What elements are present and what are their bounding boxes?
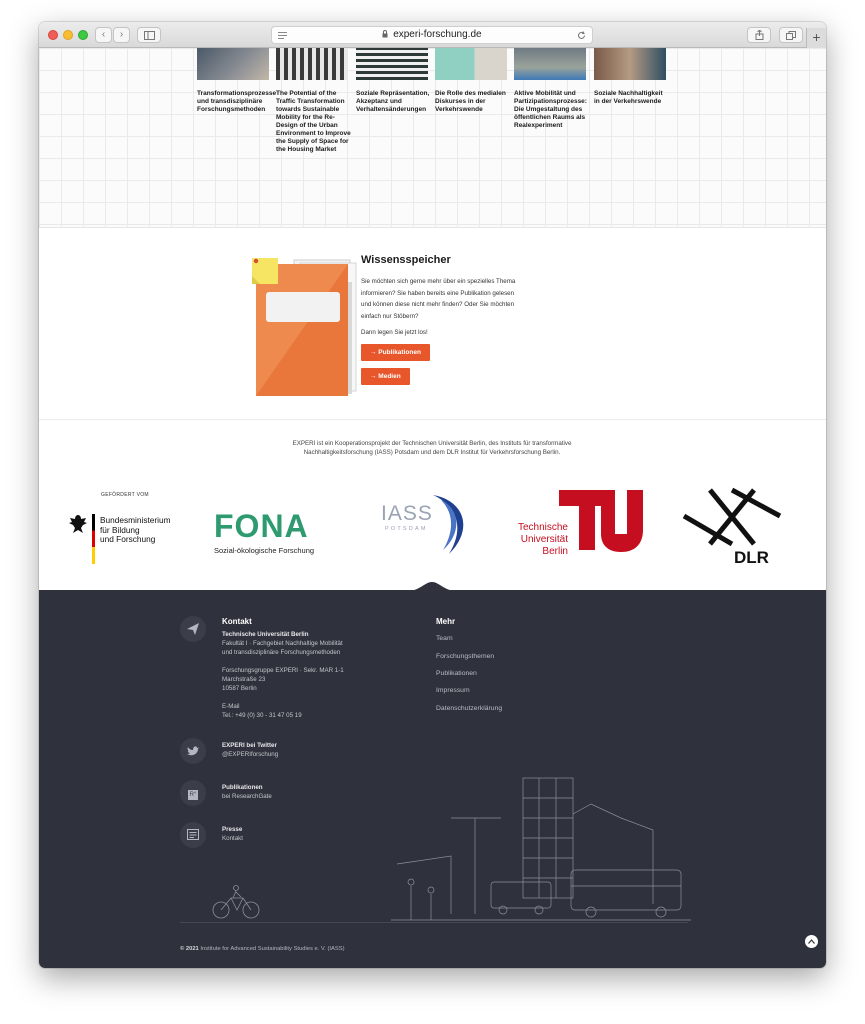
fona-wordmark: FONA [214, 508, 309, 544]
publications-title: Publikationen [222, 784, 263, 791]
contact-org: Technische Universität Berlin [222, 631, 309, 638]
iass-subtitle: POTSDAM [385, 526, 428, 532]
wissensspeicher-section [39, 228, 826, 420]
twitter-handle: @EXPERIforschung [222, 751, 279, 758]
footer-link-team[interactable]: Team [436, 635, 453, 642]
topics-section [39, 48, 826, 228]
minimize-window-button[interactable] [63, 30, 73, 40]
topic-card[interactable] [514, 48, 590, 130]
twitter-title: EXPERI bei Twitter [222, 742, 277, 749]
twitter-icon[interactable] [180, 738, 206, 764]
tabs-overview-button[interactable] [779, 27, 803, 43]
tu-berlin-vertical: berlin [617, 489, 627, 514]
topic-title: Die Rolle des medialen Diskurses in der Verkehrswende [435, 90, 506, 113]
close-window-button[interactable] [48, 30, 58, 40]
folder-illustration [252, 258, 357, 398]
phone-number: Tel.: +49 (0) 30 - 31 47 05 19 [222, 712, 302, 719]
more-heading: Mehr [436, 617, 456, 626]
zoom-window-button[interactable] [78, 30, 88, 40]
contact-line-1: Fakultät I · Fachgebiet Nachhaltige Mobilität [222, 640, 343, 647]
bmbf-logo[interactable] [67, 492, 177, 572]
chevron-left-icon: ‹ [101, 29, 106, 40]
plus-icon: + [812, 29, 821, 45]
press-icon[interactable] [180, 822, 206, 848]
press-title: Presse [222, 826, 243, 833]
chevron-right-icon: › [119, 29, 124, 40]
reload-icon[interactable] [577, 31, 586, 40]
fona-subtitle: Sozial-ökologische Forschung [214, 546, 315, 555]
lock-icon [382, 30, 388, 38]
dlr-logo[interactable] [682, 486, 782, 570]
publications-button[interactable]: → Publikationen [361, 344, 430, 361]
publications-sub: bei ResearchGate [222, 793, 272, 800]
cyclist-illustration [211, 884, 261, 920]
topic-card[interactable] [276, 48, 352, 154]
contact-line-2: und transdisziplinäre Forschungsmethoden [222, 649, 341, 656]
twitter-bird-icon [187, 746, 199, 756]
footer-divider [180, 922, 688, 923]
dlr-emblem-icon [682, 486, 782, 548]
paper-plane-icon [187, 623, 199, 635]
forward-button[interactable] [113, 27, 130, 43]
sidebar-icon [144, 31, 155, 40]
topic-thumbnail [276, 48, 348, 80]
iass-swoosh-icon [425, 494, 475, 560]
topic-card[interactable] [197, 48, 277, 114]
topic-title: The Potential of the Traffic Transformation towards Sustainable Mobility for the Re-Design of the Urban Environment to Improve the Supply of Space for the Housing Market [276, 90, 351, 153]
bmbf-line-1: Bundesministerium [100, 515, 171, 525]
bmbf-line-3: und Forschung [100, 534, 156, 544]
topic-card[interactable] [435, 48, 511, 114]
researchgate-glyph: R° [189, 792, 197, 798]
topic-card[interactable] [356, 48, 432, 114]
researchgate-block[interactable] [222, 783, 272, 801]
tabs-icon [786, 31, 796, 40]
new-tab-button[interactable] [806, 28, 826, 48]
tu-line-1: Technische [517, 522, 568, 533]
back-button[interactable] [95, 27, 112, 43]
share-button[interactable] [747, 27, 771, 43]
copyright-year: © 2021 [180, 946, 199, 952]
tu-line-2: Universität [520, 534, 568, 545]
eagle-icon [67, 514, 89, 534]
tu-emblem-icon [557, 488, 645, 554]
partners-section [39, 420, 826, 590]
copyright-text: Institute for Advanced Sustainability Studies e. V. (IASS) [198, 946, 345, 952]
page-viewport [39, 48, 826, 968]
address-block [222, 666, 344, 693]
topic-thumbnail [514, 48, 586, 80]
bmbf-line-2: für Bildung [100, 524, 140, 535]
copyright [180, 946, 345, 952]
topic-thumbnail [435, 48, 507, 80]
footer-link-impressum[interactable]: Impressum [436, 687, 470, 694]
topic-card[interactable] [594, 48, 670, 106]
contact-icon [180, 616, 206, 642]
share-icon [755, 30, 764, 40]
browser-window [39, 22, 826, 968]
wissensspeicher-text: Sie möchten sich gerne mehr über ein spezielles Thema informieren? Sie haben bereits eine Publikation gelesen und können diese nicht mehr finden? Oder Sie möchten einfach nur Stöbern? [361, 278, 516, 320]
contact-block [222, 630, 343, 657]
chevron-up-icon [808, 939, 815, 944]
press-sub: Kontakt [222, 835, 243, 842]
topic-thumbnail [594, 48, 666, 80]
footer [39, 590, 826, 968]
media-button[interactable]: → Medien [361, 368, 410, 385]
funded-by-label: GEFÖRDERT VOM [101, 492, 149, 498]
topic-title: Transformationsprozesse und transdisziplinäre Forschungsmethoden [197, 90, 277, 113]
footer-link-publikationen[interactable]: Publikationen [436, 670, 477, 677]
city-sketch-illustration [391, 774, 691, 934]
tu-berlin-logo[interactable] [513, 488, 648, 570]
back-to-top-button[interactable] [805, 935, 818, 948]
twitter-block[interactable] [222, 741, 278, 759]
iass-logo[interactable] [381, 494, 477, 560]
address-bar[interactable] [271, 26, 593, 44]
contact-heading: Kontakt [222, 617, 252, 626]
topic-title: Soziale Nachhaltigkeit in der Verkehrswende [594, 90, 663, 105]
bmbf-name [100, 516, 171, 545]
sidebar-toggle-button[interactable] [137, 27, 161, 43]
email-link[interactable]: E-Mail [222, 703, 240, 710]
contact-details [222, 702, 302, 720]
url-text: experi-forschung.de [393, 29, 482, 40]
address-line-3: 10587 Berlin [222, 685, 257, 692]
wissensspeicher-cta: Dann legen Sie jetzt los! [361, 329, 428, 336]
partners-text: EXPERI ist ein Kooperationsprojekt der Technischen Universität Berlin, des Instituts für transformative Nachhaltigkeitsforschung (IASS) Potsdam und dem DLR Institut für Verkehrsforschung Berlin. [292, 440, 572, 456]
footer-link-forschungsthemen[interactable]: Forschungsthemen [436, 653, 495, 660]
newspaper-icon [187, 829, 199, 840]
address-line-2: Marchstraße 23 [222, 676, 266, 683]
topic-thumbnail [197, 48, 269, 80]
topic-title: Soziale Repräsentation, Akzeptanz und Verhaltensänderungen [356, 90, 430, 113]
fona-logo[interactable] [214, 510, 334, 560]
tu-name [513, 522, 568, 558]
wissensspeicher-title: Wissensspeicher [361, 254, 451, 266]
press-block[interactable] [222, 825, 243, 843]
tu-line-3: Berlin [542, 546, 568, 557]
reader-icon [278, 32, 287, 39]
topic-title: Aktive Mobilität und Partizipationsprozesse: Die Umgestaltung des öffentlichen Raums als Realexperiment [514, 90, 587, 129]
address-line-1: Forschungsgruppe EXPERI · Sekr. MAR 1-1 [222, 667, 344, 674]
flag-stripe [92, 514, 95, 564]
iass-wordmark: IASS [381, 502, 433, 525]
footer-notch [402, 582, 462, 592]
dlr-wordmark: DLR [734, 548, 769, 567]
researchgate-icon[interactable] [180, 780, 206, 806]
title-bar [39, 22, 826, 48]
footer-link-datenschutz[interactable]: Datenschutzerklärung [436, 705, 503, 712]
topic-thumbnail [356, 48, 428, 80]
